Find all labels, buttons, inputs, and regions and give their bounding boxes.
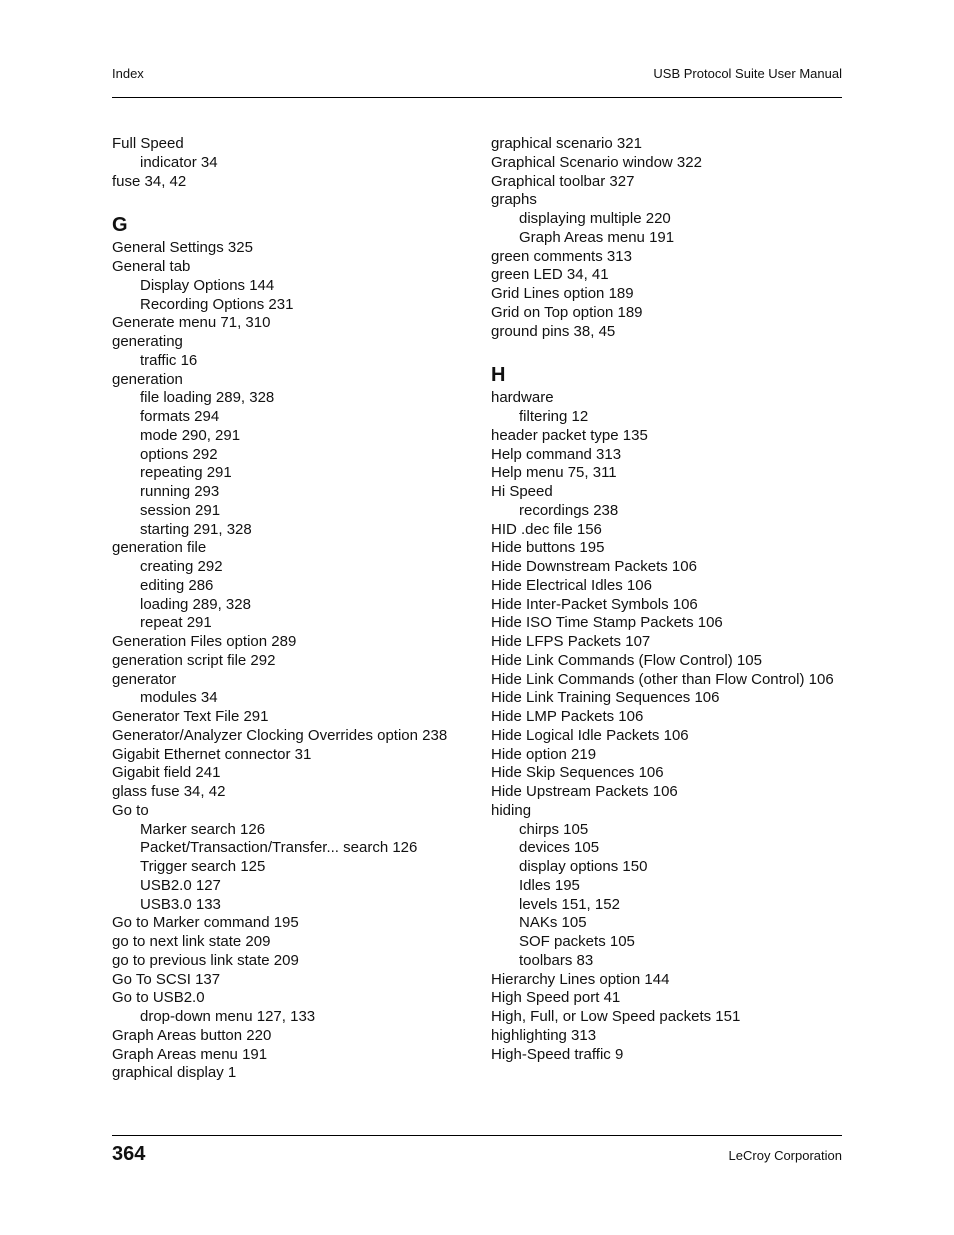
index-entry: Hide ISO Time Stamp Packets 106 bbox=[491, 614, 723, 632]
running-header-section: Index bbox=[112, 66, 144, 81]
index-entry: High, Full, or Low Speed packets 151 bbox=[491, 1008, 741, 1025]
index-entry: highlighting 313 bbox=[491, 1026, 597, 1044]
index-subentry: drop-down menu 127, 133 bbox=[140, 1008, 316, 1025]
index-subentry: creating 292 bbox=[140, 558, 223, 575]
index-entry: Hide Electrical Idles 106 bbox=[491, 576, 652, 594]
index-subentry: indicator 34 bbox=[140, 153, 218, 171]
index-entry: Go to USB2.0 bbox=[112, 989, 205, 1007]
index-entry: generator bbox=[112, 670, 177, 688]
index-entry: hardware bbox=[491, 389, 554, 407]
index-entry: Hide LMP Packets 106 bbox=[491, 708, 644, 725]
index-letter-heading: G bbox=[112, 214, 128, 237]
index-entry: Hide Inter-Packet Symbols 106 bbox=[491, 595, 698, 613]
index-entry: header packet type 135 bbox=[491, 426, 648, 444]
index-entry: High-Speed traffic 9 bbox=[491, 1045, 624, 1063]
index-subentry: SOF packets 105 bbox=[519, 933, 635, 950]
index-entry: glass fuse 34, 42 bbox=[112, 783, 226, 800]
index-subentry: loading 289, 328 bbox=[140, 595, 251, 613]
index-entry: Grid on Top option 189 bbox=[491, 303, 643, 321]
index-subentry: repeat 291 bbox=[140, 614, 212, 632]
index-subentry: displaying multiple 220 bbox=[519, 210, 671, 227]
index-entry: Hierarchy Lines option 144 bbox=[491, 970, 670, 988]
index-entry: Hide buttons 195 bbox=[491, 539, 605, 557]
index-entry: Hide Link Commands (Flow Control) 105 bbox=[491, 651, 762, 669]
index-subentry: USB2.0 127 bbox=[140, 876, 221, 894]
index-subentry: modules 34 bbox=[140, 689, 218, 707]
index-subentry: filtering 12 bbox=[519, 408, 589, 425]
index-subentry: session 291 bbox=[140, 501, 221, 519]
index-entry: graphical scenario 321 bbox=[491, 135, 642, 152]
index-entry: Help command 313 bbox=[491, 445, 622, 463]
index-entry: green comments 313 bbox=[491, 247, 632, 265]
index-entry: generation file bbox=[112, 539, 207, 557]
index-entry: Help menu 75, 311 bbox=[491, 464, 617, 482]
page-number: 364 bbox=[112, 1143, 146, 1165]
index-subentry: Graph Areas menu 191 bbox=[519, 228, 675, 246]
index-subentry: recordings 238 bbox=[519, 501, 619, 519]
index-subentry: file loading 289, 328 bbox=[140, 389, 275, 407]
index-entry: generation bbox=[112, 370, 183, 388]
index-entry: Go to bbox=[112, 801, 149, 819]
section-gap bbox=[491, 341, 851, 359]
index-entry: Graphical toolbar 327 bbox=[491, 172, 635, 190]
index-entry: graphs bbox=[491, 191, 537, 209]
index-entry: HID .dec file 156 bbox=[491, 520, 602, 538]
index-entry: Hide Skip Sequences 106 bbox=[491, 764, 664, 782]
index-entry: Go To SCSI 137 bbox=[112, 970, 221, 988]
header-rule bbox=[112, 97, 842, 98]
index-subentry: editing 286 bbox=[140, 576, 214, 594]
index-subentry: NAKs 105 bbox=[519, 914, 587, 932]
index-entry: generating bbox=[112, 333, 183, 350]
index-subentry: chirps 105 bbox=[519, 820, 589, 838]
index-entry: General Settings 325 bbox=[112, 239, 253, 257]
index-entry: Hide LFPS Packets 107 bbox=[491, 633, 651, 650]
index-subentry: USB3.0 133 bbox=[140, 895, 221, 913]
index-subentry: Display Options 144 bbox=[140, 276, 275, 294]
index-entry: Grid Lines option 189 bbox=[491, 285, 634, 302]
index-entry: Hide Logical Idle Packets 106 bbox=[491, 726, 689, 744]
index-entry: High Speed port 41 bbox=[491, 989, 621, 1007]
index-entry: go to previous link state 209 bbox=[112, 951, 299, 969]
index-entry: green LED 34, 41 bbox=[491, 266, 609, 284]
index-subentry: running 293 bbox=[140, 483, 220, 500]
index-entry: Hide Link Training Sequences 106 bbox=[491, 689, 720, 707]
section-gap bbox=[112, 191, 482, 209]
index-subentry: options 292 bbox=[140, 445, 218, 463]
index-subentry: toolbars 83 bbox=[519, 951, 594, 969]
index-subentry: Recording Options 231 bbox=[140, 295, 294, 313]
index-column-right bbox=[491, 135, 851, 1064]
index-letter-heading: H bbox=[491, 364, 506, 387]
index-entry: Gigabit field 241 bbox=[112, 764, 221, 782]
index-entry: Hide option 219 bbox=[491, 745, 597, 763]
index-subentry: starting 291, 328 bbox=[140, 520, 252, 538]
index-entry: generation script file 292 bbox=[112, 651, 276, 669]
index-entry: fuse 34, 42 bbox=[112, 172, 187, 190]
index-entry: General tab bbox=[112, 258, 191, 275]
index-entry: Generator/Analyzer Clocking Overrides option 238 bbox=[112, 726, 448, 744]
index-entry: Go to Marker command 195 bbox=[112, 914, 299, 932]
index-entry: Hide Upstream Packets 106 bbox=[491, 783, 678, 800]
index-entry: hiding bbox=[491, 801, 532, 819]
index-entry: Gigabit Ethernet connector 31 bbox=[112, 745, 312, 763]
index-entry: Full Speed bbox=[112, 135, 184, 152]
index-entry: ground pins 38, 45 bbox=[491, 322, 616, 340]
footer-rule bbox=[112, 1135, 842, 1136]
index-subentry: Marker search 126 bbox=[140, 820, 266, 838]
index-subentry: Packet/Transaction/Transfer... search 126 bbox=[140, 839, 418, 857]
footer-company: LeCroy Corporation bbox=[728, 1148, 842, 1163]
index-entry: Generate menu 71, 310 bbox=[112, 314, 271, 332]
index-subentry: levels 151, 152 bbox=[519, 895, 620, 913]
index-subentry: Trigger search 125 bbox=[140, 858, 266, 875]
index-subentry: traffic 16 bbox=[140, 351, 198, 369]
index-entry: Hide Downstream Packets 106 bbox=[491, 558, 697, 575]
index-subentry: mode 290, 291 bbox=[140, 426, 241, 444]
index-entry: Graphical Scenario window 322 bbox=[491, 153, 702, 171]
index-entry: Graph Areas menu 191 bbox=[112, 1045, 268, 1063]
index-entry: Hide Link Commands (other than Flow Control) 106 bbox=[491, 670, 834, 688]
index-column-left bbox=[112, 135, 482, 1083]
index-entry: Hi Speed bbox=[491, 483, 553, 500]
index-entry: graphical display 1 bbox=[112, 1064, 237, 1082]
running-header-title: USB Protocol Suite User Manual bbox=[653, 66, 842, 81]
index-entry: go to next link state 209 bbox=[112, 933, 271, 950]
index-subentry: repeating 291 bbox=[140, 464, 232, 482]
index-subentry: display options 150 bbox=[519, 858, 648, 875]
index-entry: Generation Files option 289 bbox=[112, 633, 297, 650]
index-entry: Graph Areas button 220 bbox=[112, 1026, 272, 1044]
index-entry: Generator Text File 291 bbox=[112, 708, 269, 725]
index-subentry: formats 294 bbox=[140, 408, 220, 425]
index-subentry: devices 105 bbox=[519, 839, 600, 857]
index-subentry: Idles 195 bbox=[519, 876, 580, 894]
